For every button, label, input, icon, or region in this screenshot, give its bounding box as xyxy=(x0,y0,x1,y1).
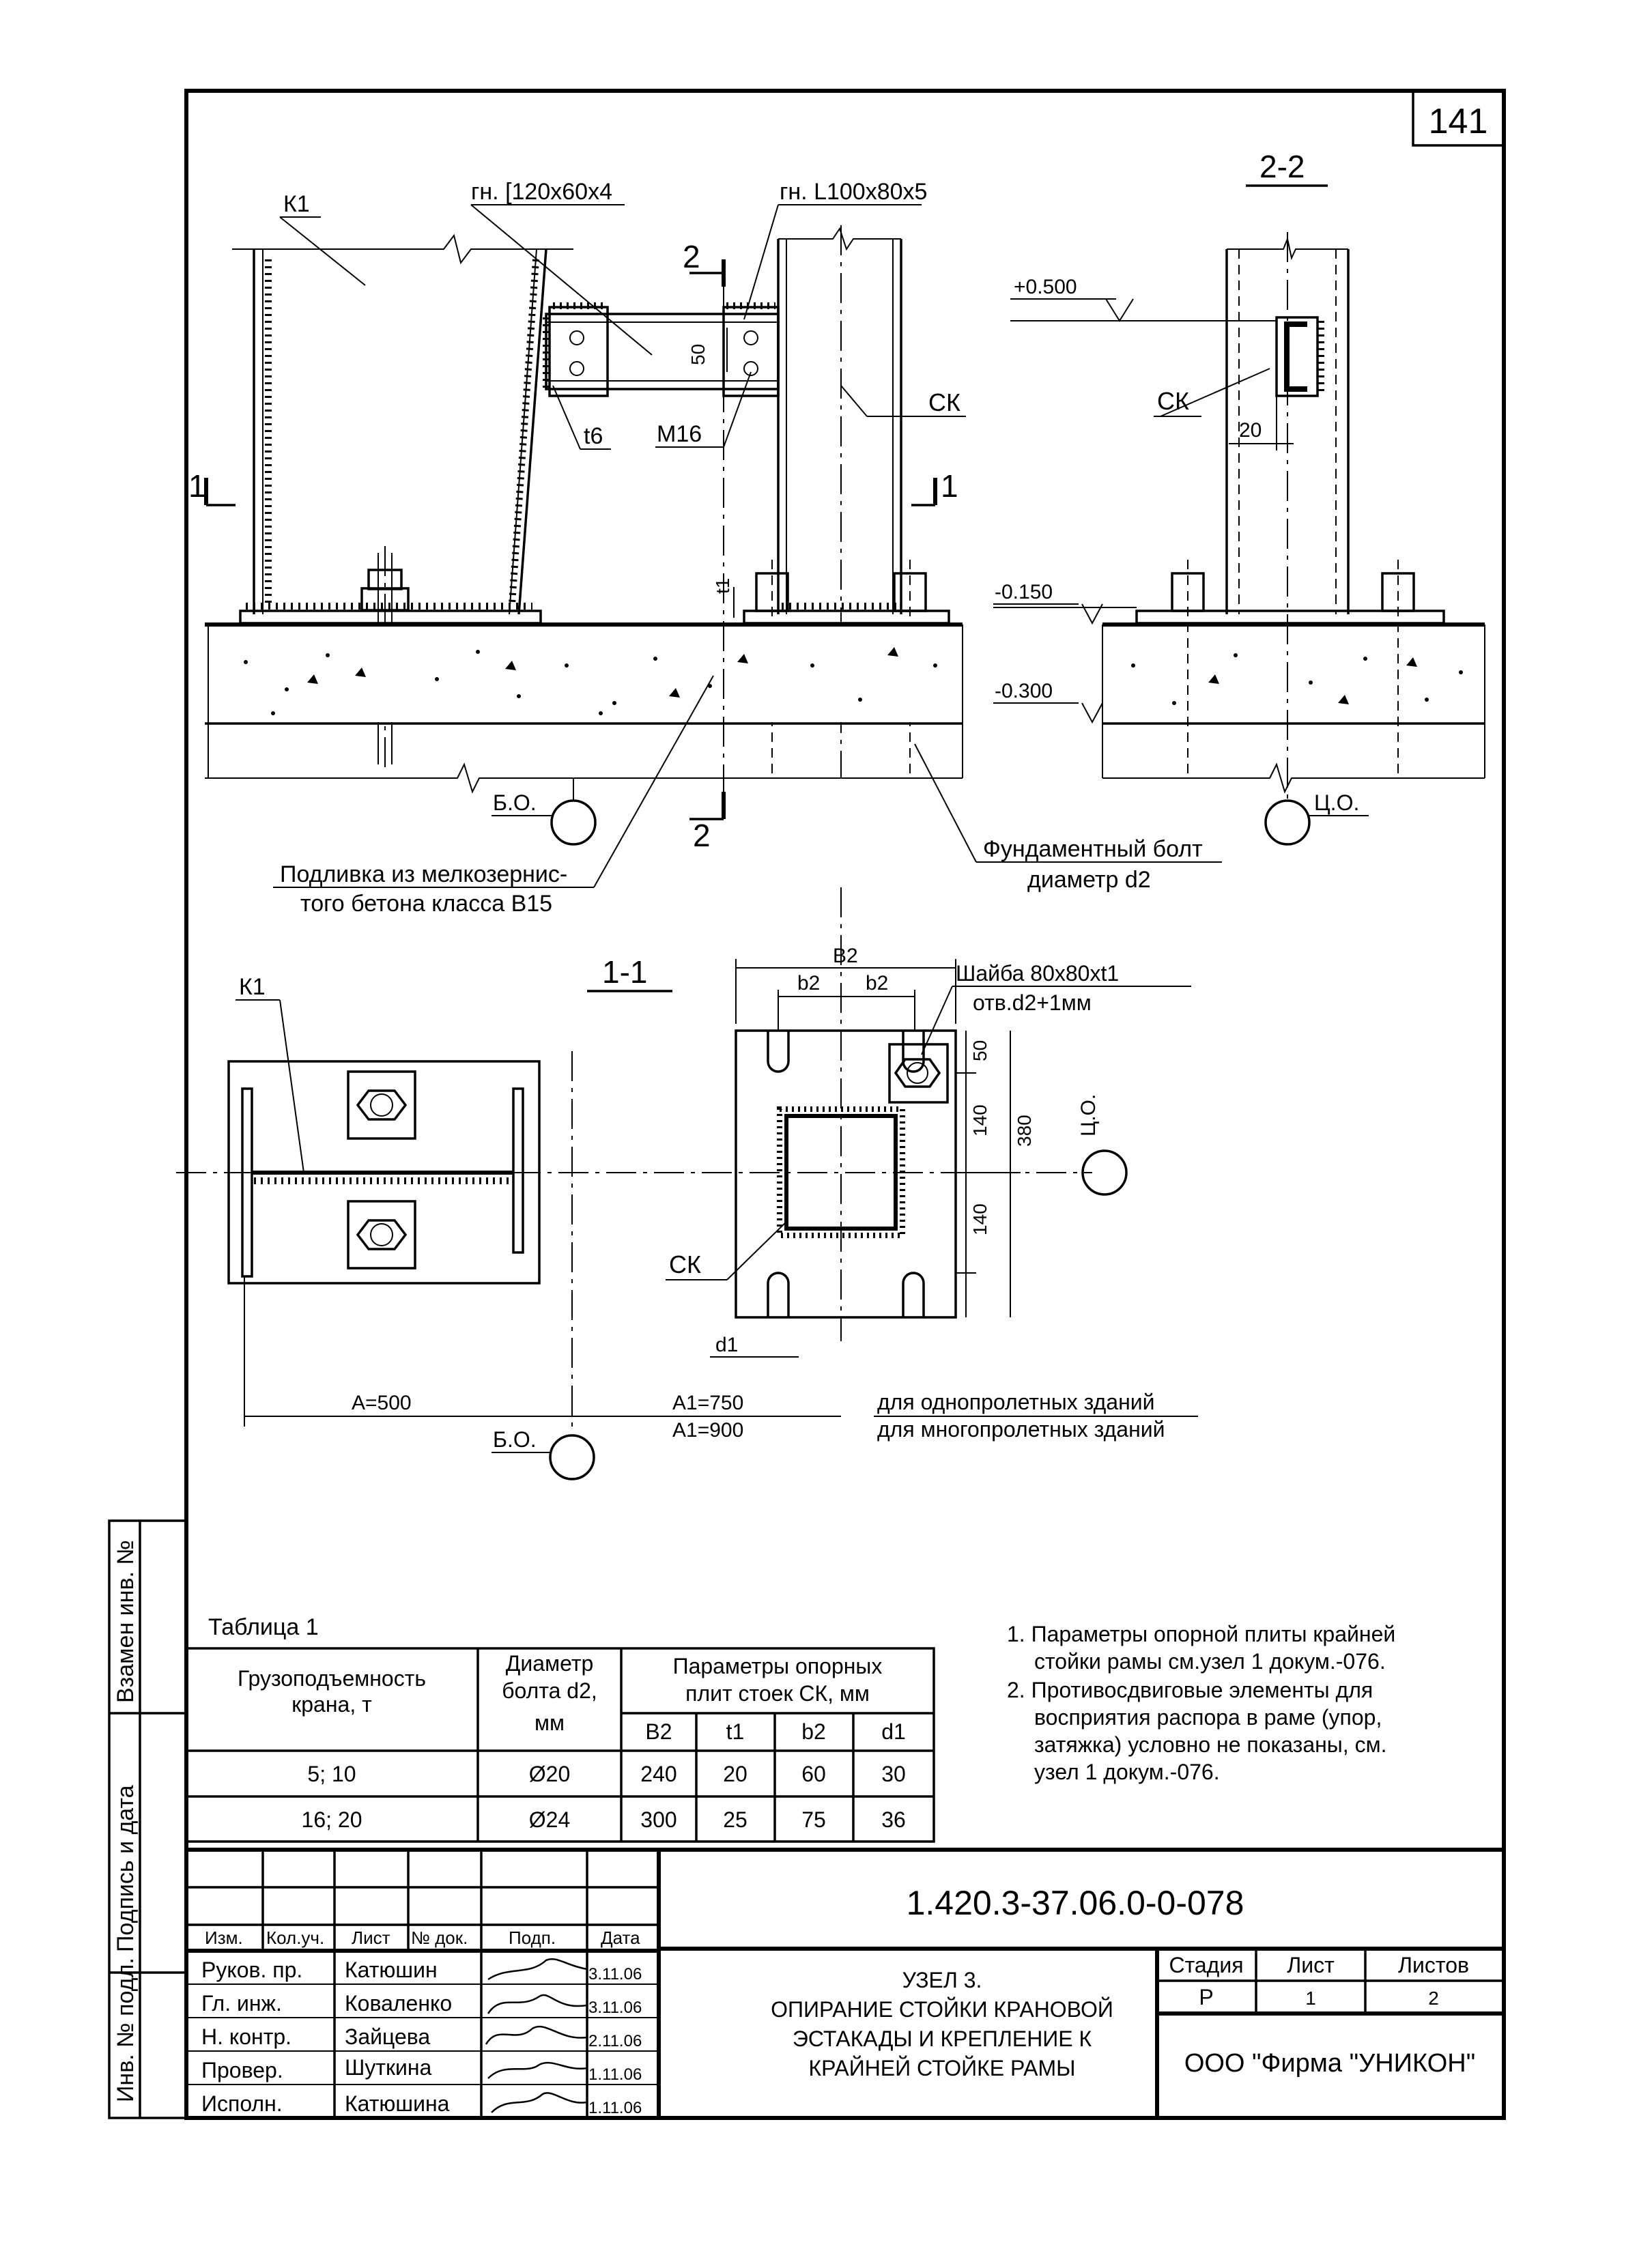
doc-code: 1.420.3-37.06.0-0-078 xyxy=(906,1884,1244,1922)
label-bolt-1: Фундаментный болт xyxy=(983,836,1203,862)
td-diameter: Ø20 xyxy=(528,1762,571,1786)
ck-base-plate xyxy=(744,611,949,623)
sheets-header: Листов xyxy=(1398,1953,1469,1977)
label-b2-total: В2 xyxy=(833,945,858,967)
k1-nut-hex xyxy=(358,1220,405,1249)
bolt-hole xyxy=(570,331,584,345)
role: Гл. инж. xyxy=(201,1991,282,2016)
label-t6: t6 xyxy=(584,423,603,449)
th-sub-B2: В2 xyxy=(645,1719,672,1744)
foundation22-bottom xyxy=(1102,764,1485,792)
label-grout-2: того бетона класса В15 xyxy=(300,891,553,917)
person-name: Катюшин xyxy=(345,1958,438,1982)
label-elev-bot: -0.300 xyxy=(995,680,1053,702)
section22-title: 2-2 xyxy=(1259,149,1305,184)
grout-layer xyxy=(208,627,959,722)
label-sign-date: Подпись и дата xyxy=(113,1785,139,1952)
gusset-left xyxy=(550,307,608,396)
td-capacity: 16; 20 xyxy=(301,1807,362,1832)
th-sub-t1: t1 xyxy=(726,1719,745,1744)
axis-bubble-co22 xyxy=(1266,801,1309,844)
axis-bubble-bo xyxy=(552,801,595,844)
label-elev-mid: -0.150 xyxy=(995,581,1053,603)
label-b2-right: b2 xyxy=(866,972,889,994)
sheet-value: 1 xyxy=(1305,1988,1316,2009)
label-cut2-bottom: 2 xyxy=(693,818,711,853)
label-bo11: Б.О. xyxy=(493,1427,537,1452)
stage-value: Р xyxy=(1199,1985,1214,2009)
bolt-hole xyxy=(744,331,758,345)
leader-k1 xyxy=(280,217,365,285)
slot xyxy=(768,1031,788,1072)
k1-bolt-circle xyxy=(371,1224,393,1246)
td-t1: 20 xyxy=(723,1762,747,1786)
bolt-hole xyxy=(570,362,584,375)
slot xyxy=(903,1273,924,1317)
label-ck: СК xyxy=(928,388,960,416)
sign-date: 1.11.06 xyxy=(588,2099,642,2117)
note-2-line-3: затяжка) условно не показаны, см. xyxy=(1034,1732,1387,1757)
person-name: Катюшина xyxy=(345,2091,450,2116)
gusset-right xyxy=(724,307,778,396)
role: Провер. xyxy=(201,2058,283,2082)
channel-brace xyxy=(546,314,778,389)
leader-bolt xyxy=(915,744,976,862)
th-diameter-3: мм xyxy=(535,1710,565,1735)
company-name: ООО "Фирма "УНИКОН" xyxy=(1184,2049,1476,2078)
section-1-1 xyxy=(176,887,1198,1479)
foundation-bottom xyxy=(205,764,963,792)
person-name: Коваленко xyxy=(345,1991,453,2016)
th-sub-b2: b2 xyxy=(801,1719,826,1744)
sheet-number: 141 xyxy=(1428,102,1488,141)
role: Н. контр. xyxy=(201,2024,292,2049)
label-m16: М16 xyxy=(657,421,702,447)
label-d1: d1 xyxy=(715,1334,739,1356)
td-capacity: 5; 10 xyxy=(307,1762,356,1786)
td-d1: 30 xyxy=(881,1762,906,1786)
label-co11: Ц.О. xyxy=(1077,1093,1100,1136)
th-diameter-2: болта d2, xyxy=(502,1678,597,1703)
label-dim380: 380 xyxy=(1014,1115,1035,1147)
k1-nut-hex xyxy=(358,1091,405,1119)
label-replaced-inv: Взамен инв. № xyxy=(113,1540,139,1703)
sheets-value: 2 xyxy=(1428,1988,1439,2009)
margin-stamp xyxy=(109,1521,186,2118)
k1-base-plate xyxy=(240,611,541,623)
note-2-line-1: 2. Противосдвиговые элементы для xyxy=(1007,1678,1373,1702)
channel-section xyxy=(1277,317,1318,396)
ck-plan-plate xyxy=(736,1031,956,1317)
role: Исполн. xyxy=(201,2091,283,2116)
channel-profile xyxy=(1287,324,1307,389)
label-note-single: для однопролетных зданий xyxy=(877,1390,1155,1414)
node-title-3: ЭСТАКАДЫ И КРЕПЛЕНИЕ К xyxy=(792,2026,1092,2051)
slot xyxy=(903,1031,924,1072)
label-washer-1: Шайба 80х80хt1 xyxy=(956,961,1120,986)
label-cut1-right: 1 xyxy=(941,468,958,504)
note-1-line-2: стойки рамы см.узел 1 докум.-076. xyxy=(1034,1649,1386,1674)
col-header-data: Дата xyxy=(601,1928,640,1948)
label-co22: Ц.О. xyxy=(1314,790,1360,815)
leader-m16-diag xyxy=(724,372,751,447)
label-k1: К1 xyxy=(283,191,310,217)
section-2-2 xyxy=(993,149,1485,844)
col-header-list: Лист xyxy=(352,1928,390,1948)
label-angle: гн. L100x80x5 xyxy=(780,179,928,205)
signature xyxy=(488,1995,587,2014)
ck-bolt-circle xyxy=(907,1063,928,1083)
title-block xyxy=(186,1850,1504,2118)
label-washer-2: отв.d2+1мм xyxy=(973,990,1092,1015)
th-capacity-2: крана, т xyxy=(291,1692,372,1717)
k1-break-line xyxy=(232,235,573,263)
label-elev-top: +0.500 xyxy=(1014,276,1077,298)
leader-channel xyxy=(471,205,652,355)
col-header-podp: Подп. xyxy=(509,1928,556,1948)
sign-date: 2.11.06 xyxy=(588,2032,642,2050)
label-k1-plan: К1 xyxy=(239,974,266,1000)
col-header-kolych: Кол.уч. xyxy=(266,1928,325,1948)
label-a1-750: А1=750 xyxy=(672,1392,744,1414)
table-caption: Таблица 1 xyxy=(208,1614,319,1640)
sign-date: 1.11.06 xyxy=(588,2065,642,2084)
node-title-4: КРАЙНЕЙ СТОЙКЕ РАМЫ xyxy=(808,2056,1076,2080)
axis-bubble-bo11 xyxy=(550,1435,594,1479)
note-2-line-2: восприятия распора в раме (упор, xyxy=(1034,1705,1382,1730)
th-params-2: плит стоек СК, мм xyxy=(685,1681,870,1706)
leader-ck-diag xyxy=(841,386,867,416)
elev-top-arrow xyxy=(1106,299,1133,321)
k1-flange-plan xyxy=(242,1089,252,1276)
label-grout-1: Подливка из мелкозернис- xyxy=(280,861,568,887)
label-b2-left: b2 xyxy=(797,972,821,994)
notes xyxy=(1007,1622,1395,1784)
concrete-hatch-22 xyxy=(1131,653,1463,705)
td-d1: 36 xyxy=(881,1807,906,1832)
label-a500: А=500 xyxy=(352,1392,412,1414)
td-b2-total: 300 xyxy=(640,1807,677,1832)
label-bo: Б.О. xyxy=(493,790,537,815)
signature xyxy=(488,2063,587,2078)
ck-top-break xyxy=(778,229,901,249)
label-note-multi: для многопролетных зданий xyxy=(877,1417,1165,1442)
td-b2-total: 240 xyxy=(640,1762,677,1786)
role: Руков. пр. xyxy=(201,1958,303,1982)
k1-flange-plan xyxy=(513,1089,523,1252)
signature xyxy=(488,1959,587,1979)
th-sub-d1: d1 xyxy=(881,1719,906,1744)
node-title-1: УЗЕЛ 3. xyxy=(902,1968,982,1992)
person-name: Шуткина xyxy=(345,2055,432,2080)
person-name: Зайцева xyxy=(345,2024,431,2049)
section11-title: 1-1 xyxy=(602,954,648,990)
label-bolt-2: диаметр d2 xyxy=(1027,867,1151,893)
label-channel: гн. [120х60х4 xyxy=(471,179,612,205)
leader-angle xyxy=(744,205,778,319)
leader-k1-plan-diag xyxy=(280,1000,304,1173)
col-header-ndoc: № док. xyxy=(411,1928,468,1948)
label-dim50-11: 50 xyxy=(969,1040,991,1061)
td-diameter: Ø24 xyxy=(528,1807,571,1832)
label-dim50: 50 xyxy=(687,343,709,365)
label-cut1-left: 1 xyxy=(188,468,206,504)
signature xyxy=(486,2026,587,2044)
note-2-line-4: узел 1 докум.-076. xyxy=(1034,1760,1220,1784)
td-b2: 60 xyxy=(801,1762,826,1786)
note-1-line-1: 1. Параметры опорной плиты крайней xyxy=(1007,1622,1396,1646)
slot xyxy=(768,1273,788,1317)
label-cut2-top: 2 xyxy=(683,239,700,274)
th-capacity-1: Грузоподъемность xyxy=(237,1666,427,1691)
stage-header: Стадия xyxy=(1169,1953,1244,1977)
td-b2: 75 xyxy=(801,1807,826,1832)
label-dim20: 20 xyxy=(1239,419,1262,442)
td-t1: 25 xyxy=(723,1807,747,1832)
th-diameter-1: Диаметр xyxy=(505,1651,594,1676)
sheet-header: Лист xyxy=(1287,1953,1335,1977)
label-ck22: СК xyxy=(1157,387,1189,415)
label-orig-inv: Инв. № подл. xyxy=(113,1958,139,2102)
label-ck-plan: СК xyxy=(669,1250,701,1278)
label-a1-900: А1=900 xyxy=(672,1419,744,1442)
th-params-1: Параметры опорных xyxy=(672,1654,883,1678)
table-1 xyxy=(186,1614,934,1842)
label-dim140a: 140 xyxy=(969,1104,991,1136)
col-header-izm: Изм. xyxy=(205,1928,243,1948)
elev-bot-arrow xyxy=(1082,703,1102,722)
node-title-2: ОПИРАНИЕ СТОЙКИ КРАНОВОЙ xyxy=(771,1997,1113,2022)
label-dim140b: 140 xyxy=(969,1203,991,1235)
sign-date: 3.11.06 xyxy=(588,1999,642,2017)
k1-bolt-circle xyxy=(371,1094,393,1116)
signature xyxy=(492,2093,587,2112)
sign-date: 3.11.06 xyxy=(588,1965,642,1983)
label-t1: t1 xyxy=(712,577,733,594)
